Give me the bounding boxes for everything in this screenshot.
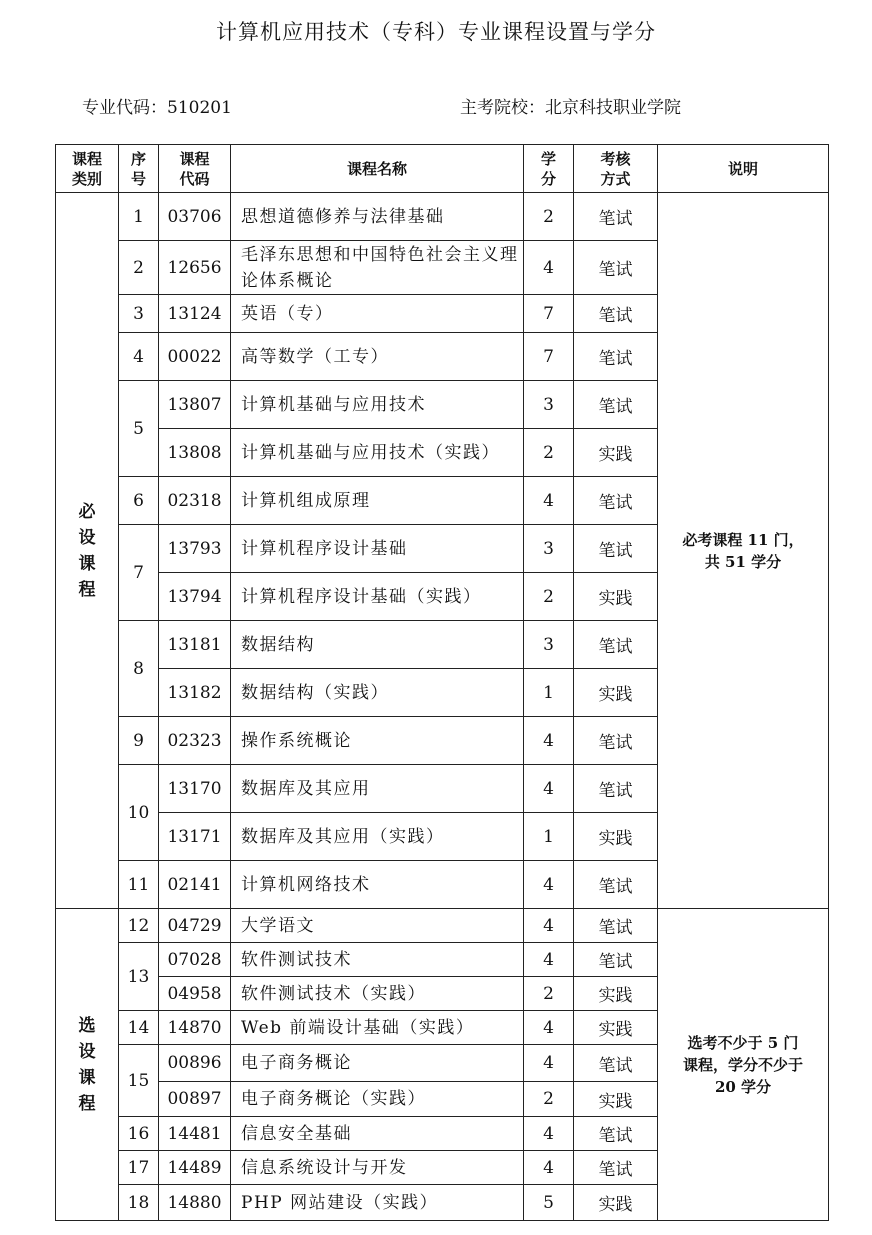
- credit-cell: 4: [524, 241, 574, 295]
- course-name-cell: 操作系统概论: [231, 717, 524, 765]
- course-name-cell: 计算机基础与应用技术: [231, 381, 524, 429]
- seq-cell: 17: [119, 1151, 159, 1185]
- course-name-cell: 大学语文: [231, 909, 524, 943]
- credit-cell: 4: [524, 909, 574, 943]
- course-name-cell: 思想道德修养与法律基础: [231, 193, 524, 241]
- course-code-cell: 13181: [159, 621, 231, 669]
- course-name-cell: 计算机基础与应用技术（实践）: [231, 429, 524, 477]
- exam-method-cell: 笔试: [574, 765, 658, 813]
- credit-cell: 1: [524, 669, 574, 717]
- header-category: 课程 类别: [56, 145, 119, 193]
- credit-cell: 2: [524, 429, 574, 477]
- course-code-cell: 13182: [159, 669, 231, 717]
- credit-cell: 3: [524, 525, 574, 573]
- seq-cell: 13: [119, 943, 159, 1011]
- seq-cell: 15: [119, 1045, 159, 1117]
- exam-method-cell: 笔试: [574, 909, 658, 943]
- exam-method-cell: 笔试: [574, 525, 658, 573]
- exam-method-cell: 笔试: [574, 1117, 658, 1151]
- course-code-cell: 13124: [159, 295, 231, 333]
- course-code-cell: 13793: [159, 525, 231, 573]
- credit-cell: 4: [524, 765, 574, 813]
- course-code-cell: 14880: [159, 1185, 231, 1221]
- course-name-cell: 软件测试技术（实践）: [231, 977, 524, 1011]
- course-code-cell: 13171: [159, 813, 231, 861]
- exam-method-cell: 实践: [574, 1185, 658, 1221]
- course-name-cell: 高等数学（工专）: [231, 333, 524, 381]
- course-code-cell: 13170: [159, 765, 231, 813]
- course-code-cell: 02318: [159, 477, 231, 525]
- course-code-cell: 14870: [159, 1011, 231, 1045]
- seq-cell: 12: [119, 909, 159, 943]
- seq-cell: 7: [119, 525, 159, 621]
- course-code-cell: 14489: [159, 1151, 231, 1185]
- header-seq: 序 号: [119, 145, 159, 193]
- header-exam: 考核 方式: [574, 145, 658, 193]
- exam-school: 主考院校：北京科技职业学院: [460, 98, 681, 118]
- seq-cell: 14: [119, 1011, 159, 1045]
- credit-cell: 5: [524, 1185, 574, 1221]
- header-code: 课程 代码: [159, 145, 231, 193]
- exam-method-cell: 笔试: [574, 1045, 658, 1082]
- course-code-cell: 00896: [159, 1045, 231, 1082]
- exam-method-cell: 笔试: [574, 193, 658, 241]
- course-name-cell: 数据结构: [231, 621, 524, 669]
- credit-cell: 2: [524, 977, 574, 1011]
- exam-method-cell: 实践: [574, 977, 658, 1011]
- exam-method-cell: 笔试: [574, 333, 658, 381]
- page-title: 计算机应用技术（专科）专业课程设置与学分: [216, 20, 656, 44]
- credit-cell: 7: [524, 333, 574, 381]
- course-code-cell: 00897: [159, 1082, 231, 1117]
- course-name-cell: 计算机程序设计基础: [231, 525, 524, 573]
- course-name-cell: 计算机网络技术: [231, 861, 524, 909]
- note-cell: 选考不少于 5 门 课程，学分不少于 20 学分: [658, 909, 829, 1221]
- course-name-cell: 软件测试技术: [231, 943, 524, 977]
- course-code-cell: 04729: [159, 909, 231, 943]
- seq-cell: 1: [119, 193, 159, 241]
- course-table: [55, 144, 829, 1221]
- exam-method-cell: 实践: [574, 573, 658, 621]
- credit-cell: 7: [524, 295, 574, 333]
- credit-cell: 1: [524, 813, 574, 861]
- course-name-cell: 数据库及其应用（实践）: [231, 813, 524, 861]
- header-credit: 学 分: [524, 145, 574, 193]
- exam-method-cell: 实践: [574, 813, 658, 861]
- exam-method-cell: 实践: [574, 669, 658, 717]
- credit-cell: 2: [524, 573, 574, 621]
- course-name-cell: 毛泽东思想和中国特色社会主义理论体系概论: [231, 241, 524, 295]
- course-name-cell: Web 前端设计基础（实践）: [231, 1011, 524, 1045]
- course-code-cell: 12656: [159, 241, 231, 295]
- seq-cell: 2: [119, 241, 159, 295]
- exam-method-cell: 笔试: [574, 861, 658, 909]
- seq-cell: 6: [119, 477, 159, 525]
- exam-method-cell: 实践: [574, 1082, 658, 1117]
- category-cell: 选 设 课 程: [56, 909, 119, 1221]
- course-code-cell: 13794: [159, 573, 231, 621]
- note-cell: 必考课程 11 门， 共 51 学分: [658, 193, 829, 909]
- seq-cell: 18: [119, 1185, 159, 1221]
- header-note: 说明: [658, 145, 829, 193]
- course-code-cell: 13807: [159, 381, 231, 429]
- exam-method-cell: 笔试: [574, 943, 658, 977]
- credit-cell: 4: [524, 1045, 574, 1082]
- table-row: [56, 193, 829, 241]
- course-name-cell: 电子商务概论（实践）: [231, 1082, 524, 1117]
- credit-cell: 4: [524, 1117, 574, 1151]
- credit-cell: 3: [524, 381, 574, 429]
- credit-cell: 4: [524, 861, 574, 909]
- course-code-cell: 00022: [159, 333, 231, 381]
- table-row: [56, 909, 829, 943]
- credit-cell: 4: [524, 477, 574, 525]
- exam-method-cell: 笔试: [574, 295, 658, 333]
- credit-cell: 2: [524, 1082, 574, 1117]
- credit-cell: 3: [524, 621, 574, 669]
- exam-method-cell: 实践: [574, 429, 658, 477]
- course-name-cell: 英语（专）: [231, 295, 524, 333]
- exam-method-cell: 笔试: [574, 1151, 658, 1185]
- course-code-cell: 04958: [159, 977, 231, 1011]
- header-row: [56, 145, 829, 193]
- course-code-cell: 02141: [159, 861, 231, 909]
- exam-method-cell: 笔试: [574, 381, 658, 429]
- course-code-cell: 13808: [159, 429, 231, 477]
- seq-cell: 11: [119, 861, 159, 909]
- course-name-cell: PHP 网站建设（实践）: [231, 1185, 524, 1221]
- category-cell: 必 设 课 程: [56, 193, 119, 909]
- exam-method-cell: 实践: [574, 1011, 658, 1045]
- exam-method-cell: 笔试: [574, 717, 658, 765]
- course-name-cell: 数据结构（实践）: [231, 669, 524, 717]
- course-name-cell: 计算机组成原理: [231, 477, 524, 525]
- credit-cell: 4: [524, 1011, 574, 1045]
- exam-method-cell: 笔试: [574, 241, 658, 295]
- credit-cell: 4: [524, 1151, 574, 1185]
- course-code-cell: 14481: [159, 1117, 231, 1151]
- course-name-cell: 数据库及其应用: [231, 765, 524, 813]
- course-name-cell: 信息系统设计与开发: [231, 1151, 524, 1185]
- course-code-cell: 07028: [159, 943, 231, 977]
- credit-cell: 2: [524, 193, 574, 241]
- seq-cell: 16: [119, 1117, 159, 1151]
- header-name: 课程名称: [231, 145, 524, 193]
- course-name-cell: 信息安全基础: [231, 1117, 524, 1151]
- course-code-cell: 03706: [159, 193, 231, 241]
- exam-method-cell: 笔试: [574, 477, 658, 525]
- seq-cell: 4: [119, 333, 159, 381]
- major-code: 专业代码：510201: [82, 98, 232, 118]
- exam-method-cell: 笔试: [574, 621, 658, 669]
- credit-cell: 4: [524, 717, 574, 765]
- course-name-cell: 电子商务概论: [231, 1045, 524, 1082]
- seq-cell: 5: [119, 381, 159, 477]
- course-code-cell: 02323: [159, 717, 231, 765]
- course-name-cell: 计算机程序设计基础（实践）: [231, 573, 524, 621]
- seq-cell: 8: [119, 621, 159, 717]
- seq-cell: 3: [119, 295, 159, 333]
- seq-cell: 10: [119, 765, 159, 861]
- credit-cell: 4: [524, 943, 574, 977]
- seq-cell: 9: [119, 717, 159, 765]
